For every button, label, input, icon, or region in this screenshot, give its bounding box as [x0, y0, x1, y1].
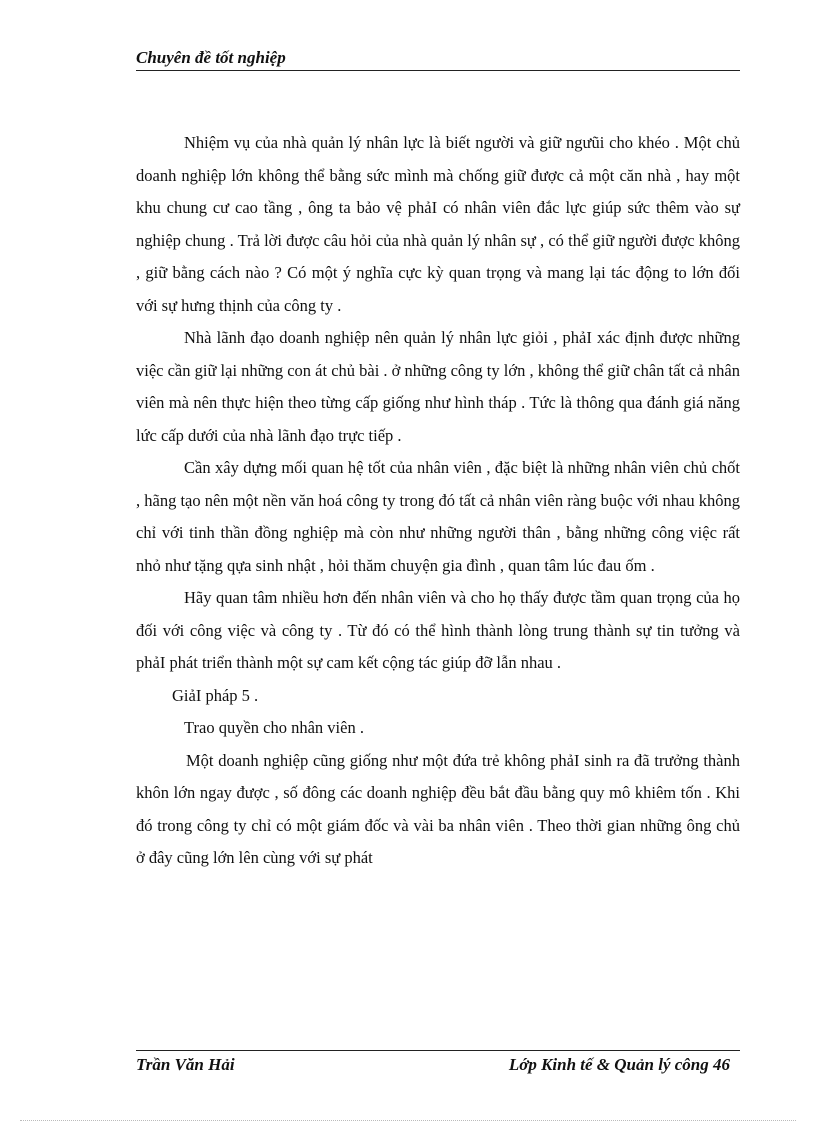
- footer-author: Trần Văn Hải: [136, 1055, 235, 1074]
- paragraph-4: Hãy quan tâm nhiều hơn đến nhân viên và cho họ thấy được tầm quan trọng của họ đối với công việc và công ty . Từ đó có thể hình thành lòng trung thành sự tin tưởng và phảI phát triển thành một sự cam kết cộng tác giúp đỡ lẫn nhau .: [136, 588, 740, 672]
- header-rule: [136, 70, 740, 71]
- paragraph-5: Một doanh nghiệp cũng giống như một đứa trẻ không phảI sinh ra đã trưởng thành khôn lớn ngay được , số đông các doanh nghiệp đều bắt đầu bằng quy mô khiêm tốn . Khi đó trong công ty chỉ có một giám đốc và vài ba nhân viên . Theo thời gian những ông chủ ở đây cũng lớn lên cùng với sự phát: [136, 750, 740, 867]
- page-bottom-edge: [20, 1120, 796, 1121]
- paragraph-2: Nhà lãnh đạo doanh nghiệp nên quản lý nhân lực giỏi , phảI xác định được những việc cần giữ lại những con át chủ bài . ở những công ty lớn , không thể giữ chân tất cả nhân viên mà nên thực hiện theo từng cấp giống như hình tháp . Tức là thông qua đánh giá năng lức cấp dưới của nhà lãnh đạo trực tiếp .: [136, 328, 740, 445]
- document-body: [136, 127, 740, 875]
- section-heading: GiảI pháp 5 .: [172, 685, 259, 705]
- footer-class: Lớp Kinh tế & Quản lý công 46: [508, 1055, 730, 1074]
- paragraph-1: Nhiệm vụ của nhà quản lý nhân lực là biết người và giữ ngưũi cho khéo . Một chủ doanh nghiệp lớn không thể bằng sức mình mà chống giữ được cả một căn nhà , hay một khu chung cư cao tầng , ông ta bảo vệ phảI có nhân viên đắc lực giúp sức thêm vào sự nghiệp chung . Trả lời được câu hỏi của nhà quản lý nhân sự , có thể giữ người được không , giữ bằng cách nào ? Có một ý nghĩa cực kỳ quan trọng và mang lại tác động to lớn đối với sự hưng thịnh của công ty .: [136, 133, 740, 315]
- paragraph-3: Cần xây dựng mối quan hệ tốt của nhân viên , đặc biệt là những nhân viên chủ chốt , hãng tạo nên một nền văn hoá công ty trong đó tất cả nhân viên ràng buộc với nhau không chỉ với tinh thần đồng nghiệp mà còn như những người thân , bằng những công việc rất nhỏ như tặng qựa sinh nhật , hỏi thăm chuyện gia đình , quan tâm lúc đau ốm .: [136, 458, 740, 575]
- footer-rule: [136, 1050, 740, 1051]
- subsection-heading: Trao quyền cho nhân viên .: [184, 718, 364, 737]
- page-header-title: Chuyên đề tốt nghiệp: [136, 48, 286, 67]
